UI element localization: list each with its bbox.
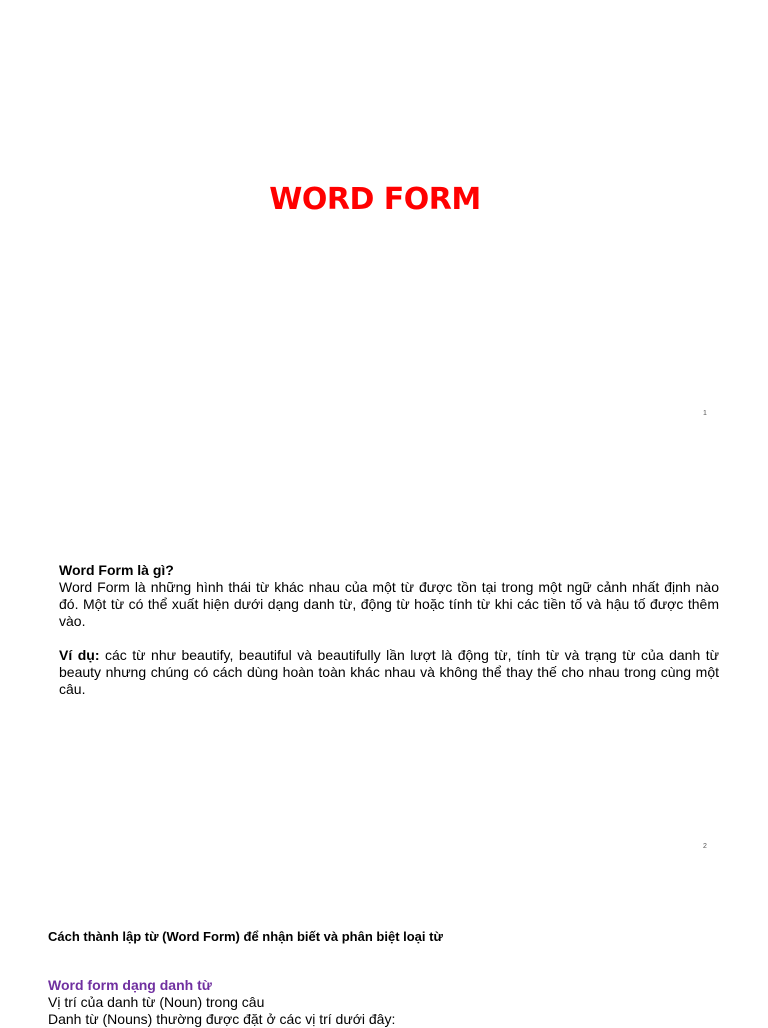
page-3-body (48, 928, 728, 1028)
page-2-body (59, 562, 719, 698)
page-number: 2 (703, 843, 707, 850)
example-label: Ví dụ: (59, 647, 100, 663)
page-number: 1 (703, 410, 707, 417)
paragraph-spacer (59, 630, 719, 647)
definition-paragraph: Word Form là những hình thái từ khác nhau của một từ được tồn tại trong một ngữ cảnh nhất định nào đó. Một từ có thể xuất hiện dưới dạng danh từ, động từ hoặc tính từ khi các tiền tố và hậu tố được thêm vào. (59, 579, 719, 629)
document-title: WORD FORM (269, 182, 481, 217)
body-line: Danh từ (Nouns) thường được đặt ở các vị trí dưới đây: (48, 1011, 396, 1027)
example-paragraph (59, 647, 719, 698)
section-heading: Cách thành lập từ (Word Form) để nhận biết và phân biệt loại từ (48, 929, 443, 944)
example-text: các từ như beautify, beautiful và beautifully lần lượt là động từ, tính từ và trạng từ của danh từ beauty nhưng chúng có cách dùng hoàn toàn khác nhau và không thể thay thế cho nhau trong cùng một câu. (59, 647, 720, 697)
section-heading: Word Form là gì? (59, 562, 174, 578)
noun-subheading: Word form dạng danh từ (48, 977, 212, 993)
body-line: Vị trí của danh từ (Noun) trong câu (48, 994, 265, 1010)
